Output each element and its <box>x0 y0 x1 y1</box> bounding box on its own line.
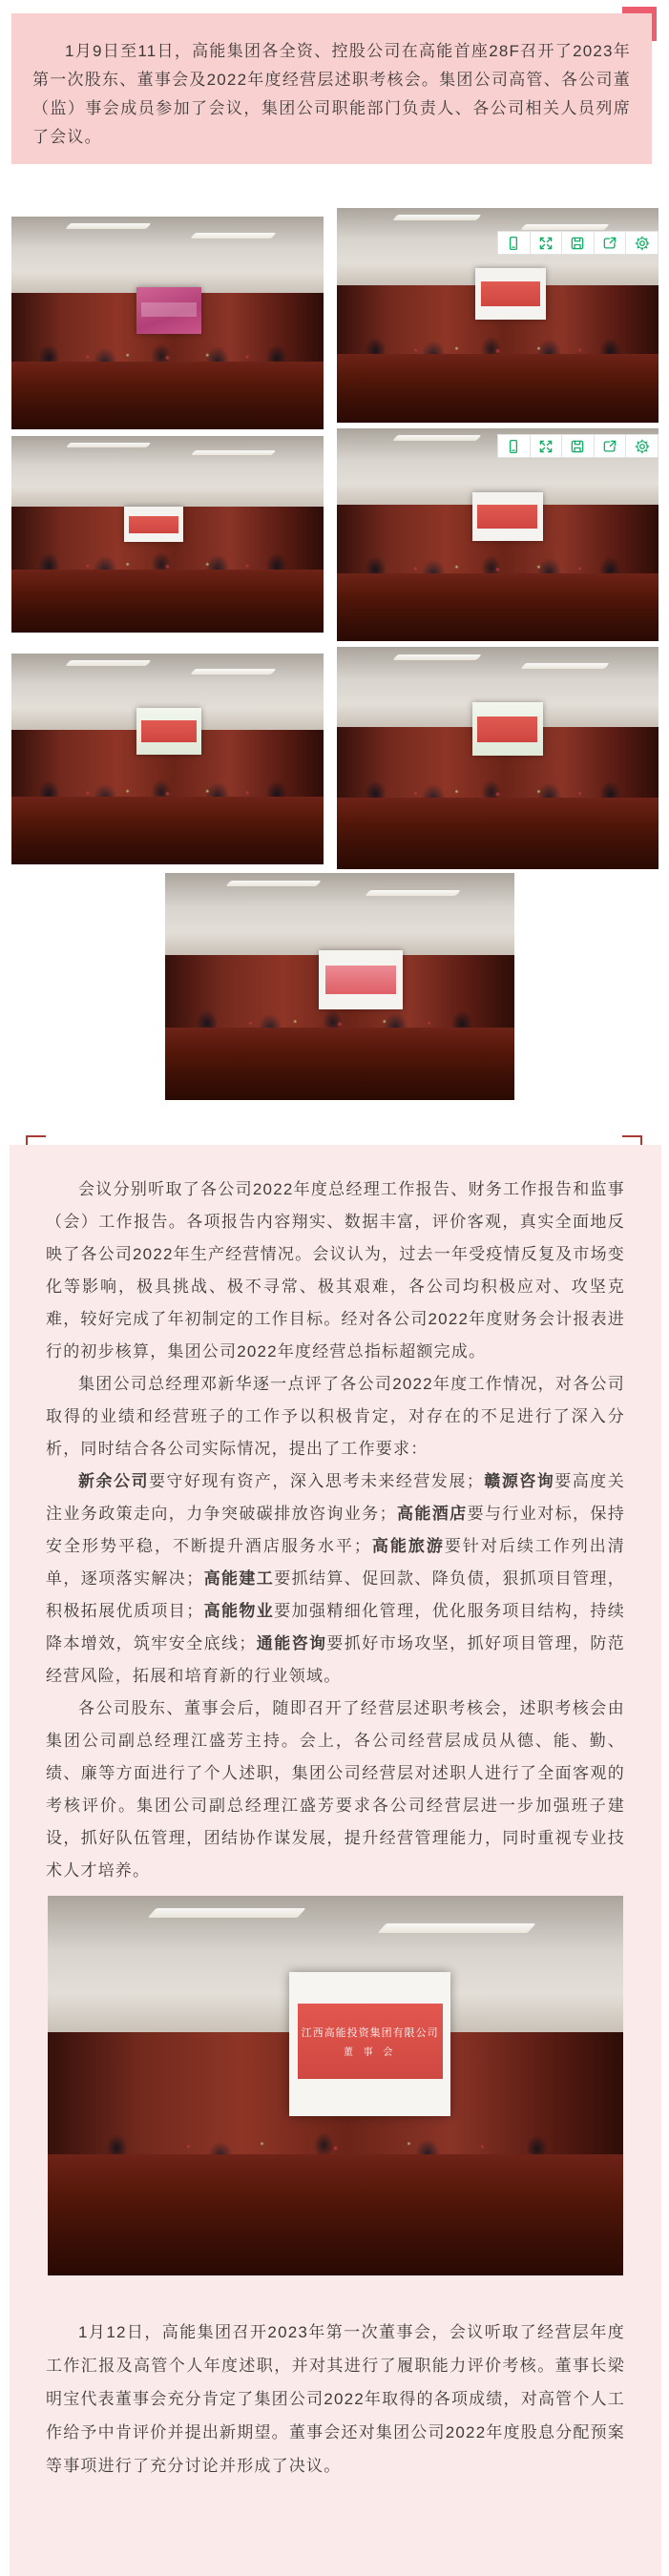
settings-icon[interactable] <box>625 435 658 457</box>
meeting-photo-row1-left[interactable] <box>11 217 324 429</box>
projector-screen <box>124 507 183 542</box>
image-toolbar <box>497 434 659 458</box>
share-icon[interactable] <box>594 232 626 254</box>
meeting-photo-row2-left[interactable] <box>11 436 324 633</box>
fullscreen-icon[interactable] <box>530 232 562 254</box>
photo-table <box>11 797 324 864</box>
intro-text: 1月9日至11日，高能集团各全资、控股公司在高能首座28F召开了2023年第一次股东、董事会及2022年度经营层述职考核会。集团公司高管、各公司董（监）事会成员参加了会议，集团公司职能部门负责人、各公司相关人员列席了会议。 <box>32 42 631 146</box>
photo-table <box>337 798 659 869</box>
report-paragraph-3: 新余公司要守好现有资产，深入思考未来经营发展；赣源咨询要高度关注业务政策走向，力争突破碳排放咨询业务；高能酒店要与行业对标，保持安全形势平稳，不断提升酒店服务水平；高能旅游要针对后续工作列出清单，逐项落实解决；高能建工要抓结算、促回款、降负债，狠抓项目管理，积极拓展优质项目；高能物业要加强精细化管理，优化服务项目结构，持续降本增效，筑牢安全底线；通能咨询要抓好市场攻坚，抓好项目管理，防范经营风险，拓展和培育新的行业领域。 <box>46 1472 625 1685</box>
photo-flowers <box>395 784 601 802</box>
photo-ceiling <box>11 217 324 296</box>
projector-screen <box>475 268 546 320</box>
photo-flowers <box>68 348 267 365</box>
photo-flowers <box>68 784 267 801</box>
photo-table <box>11 570 324 633</box>
report-paragraph-1: 会议分别听取了各公司2022年度总经理工作报告、财务工作报告和监事（会）工作报告。各项报告内容翔实、数据丰富，评价客观，真实全面地反映了各公司2022年生产经营情况。会议认为，过去一年受疫情反复及市场变化等影响，极具挑战、极不寻常、极其艰难，各公司均积极应对、攻坚克难，较好完成了年初制定的工作目标。经对各公司2022年度财务会计报表进行的初步核算，集团公司2022年度经营总指标超额完成。 <box>46 1180 625 1361</box>
frame-right-corner <box>622 1135 642 1137</box>
report-box <box>10 1145 661 2576</box>
intro-box <box>11 13 652 164</box>
share-icon[interactable] <box>594 435 626 457</box>
board-meeting-photo-large[interactable] <box>48 1896 623 2275</box>
screen-title-line1: 江西高能投资集团有限公司 <box>301 2026 439 2039</box>
projector-screen <box>136 708 202 755</box>
meeting-photo-row3-right[interactable] <box>337 647 659 869</box>
photo-table <box>337 354 659 423</box>
photo-ceiling <box>165 873 514 957</box>
report-paragraph-5: 1月12日，高能集团召开2023年第一次董事会，会议听取了经营层年度工作汇报及高管个人年度述职，并对其进行了履职能力评价考核。董事长梁明宝代表董事会充分肯定了集团公司2022年取得的各项成绩，对高管个人工作给予中肯评价并提出新期望。董事会还对集团公司2022年度股息分配预案等事项进行了充分讨论并形成了决议。 <box>46 2323 625 2475</box>
mobile-preview-icon[interactable] <box>498 435 530 457</box>
fullscreen-icon[interactable] <box>530 435 562 457</box>
photo-flowers <box>395 560 601 577</box>
photo-table <box>337 573 659 641</box>
frame-left-corner <box>26 1135 46 1137</box>
image-toolbar <box>497 231 659 255</box>
photo-ceiling <box>11 436 324 509</box>
save-image-icon[interactable] <box>561 435 594 457</box>
meeting-photo-row2-right[interactable] <box>337 428 659 641</box>
photo-table <box>165 1028 514 1100</box>
photo-flowers <box>228 1014 451 1032</box>
report-paragraph-4: 各公司股东、董事会后，随即召开了经营层述职考核会，述职考核会由集团公司副总经理江盛芳主持。会上，各公司经营层成员从德、能、勤、绩、廉等方面进行了个人述职，集团公司经营层对述职人进行了全面客观的考核评价。集团公司副总经理江盛芳要求各公司经营层进一步加强班子建设，抓好队伍管理，团结协作谋发展，提升经营管理能力，同时重视专业技术人才培养。 <box>46 1699 625 1880</box>
settings-icon[interactable] <box>625 232 658 254</box>
photo-flowers <box>395 342 601 359</box>
photo-flowers <box>68 558 267 573</box>
report-paragraph-2: 集团公司总经理邓新华逐一点评了各公司2022年度工作情况，对各公司取得的业绩和经营班子的工作予以积极肯定，对存在的不足进行了深入分析，同时结合各公司实际情况，提出了工作要求： <box>46 1375 625 1458</box>
save-image-icon[interactable] <box>561 232 594 254</box>
projector-screen <box>472 702 543 756</box>
mobile-preview-icon[interactable] <box>498 232 530 254</box>
meeting-photo-row4-center[interactable] <box>165 873 514 1100</box>
meeting-photo-row3-left[interactable] <box>11 654 324 864</box>
projector-screen <box>472 492 543 541</box>
photo-table <box>11 362 324 429</box>
photo-flowers <box>152 2131 520 2162</box>
photo-table <box>48 2154 623 2275</box>
screen-title-line2: 董 事 会 <box>343 2046 397 2058</box>
